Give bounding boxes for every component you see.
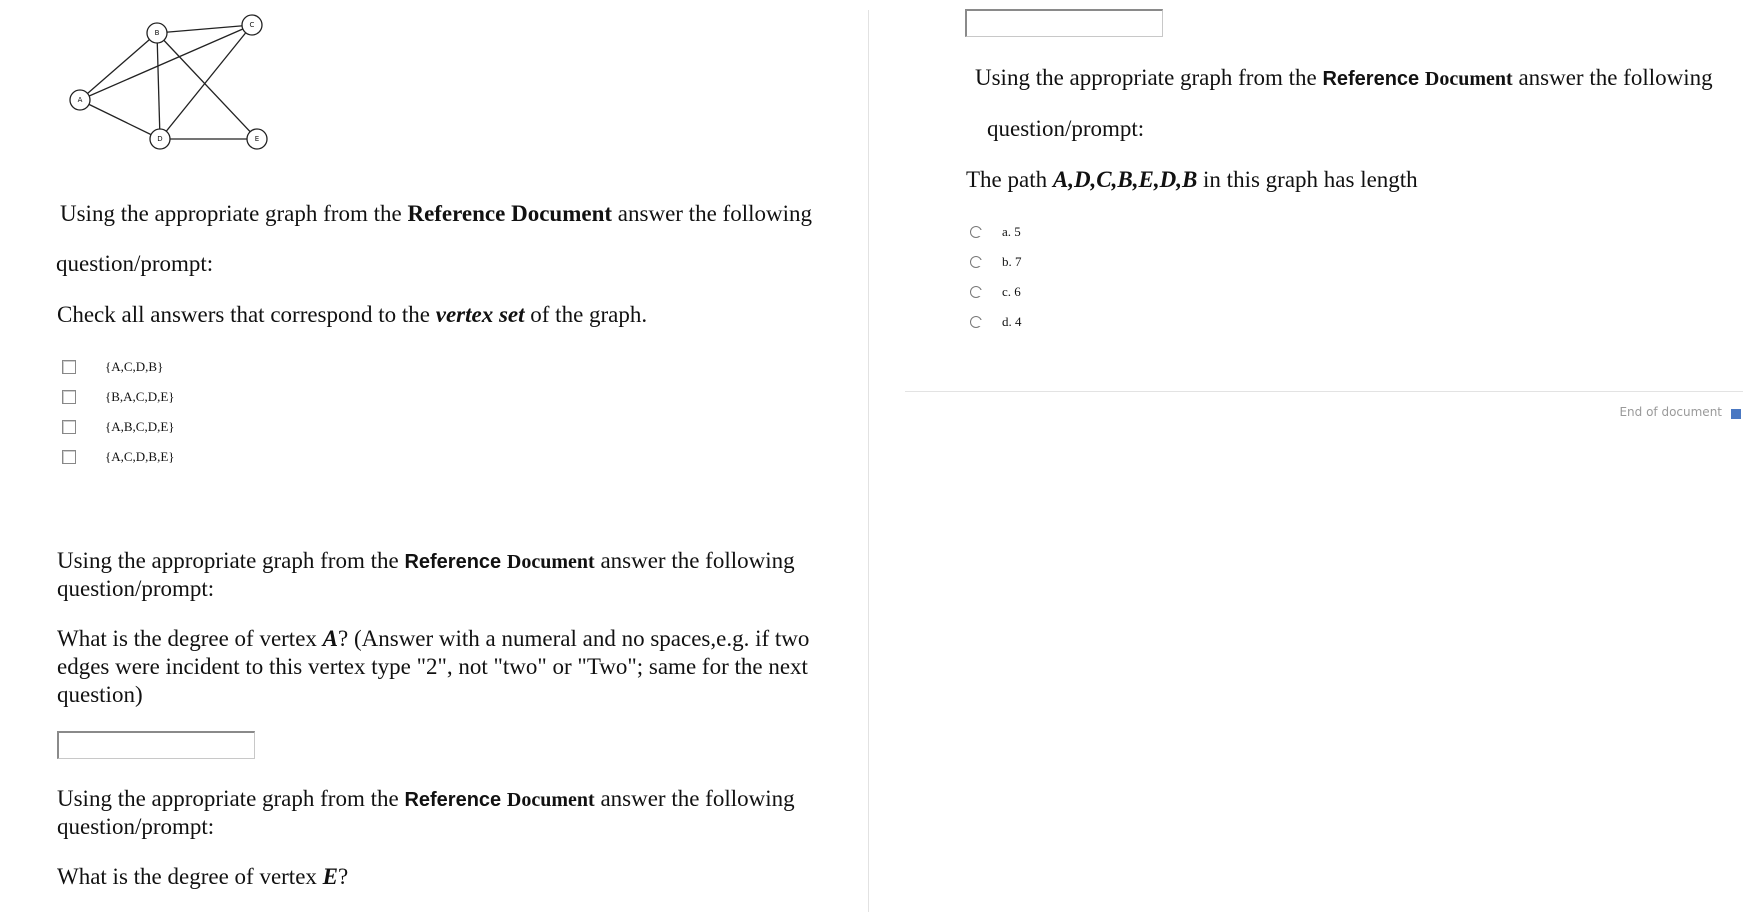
- graph-node-c: [242, 15, 262, 35]
- q4-option-d-label: d. 4: [1002, 314, 1022, 329]
- graph-node-e: [247, 129, 267, 149]
- svg-text:A: A: [77, 96, 83, 104]
- q4-option-b-label: b. 7: [1002, 254, 1022, 269]
- q1-option-4-label: {A,C,D,B,E}: [105, 449, 175, 464]
- graph-edges: [77, 25, 257, 139]
- q1-question: Check all answers that correspond to the vertex set of the graph.: [57, 302, 648, 327]
- q2-question-line2: edges were incident to this vertex type "2", not "two" or "Two"; same for the next: [57, 654, 808, 679]
- q2-prompt-line1: Using the appropriate graph from the Reference Document answer the following: [57, 548, 795, 573]
- q3-question: What is the degree of vertex E?: [57, 864, 349, 889]
- q1-option-1-label: {A,C,D,B}: [105, 359, 164, 374]
- svg-text:C: C: [249, 21, 255, 29]
- svg-text:B: B: [154, 29, 160, 37]
- column-divider: [868, 10, 869, 912]
- svg-text:D: D: [157, 135, 163, 143]
- end-marker-icon: [1731, 409, 1741, 419]
- q4-option-a-radio[interactable]: [970, 226, 982, 238]
- q4-question: The path A,D,C,B,E,D,B in this graph has length: [966, 167, 1418, 192]
- q1-option-1-checkbox[interactable]: [62, 360, 76, 374]
- q1-option-4-checkbox[interactable]: [62, 450, 76, 464]
- graph-node-a: [70, 90, 90, 110]
- q1-option-2-checkbox[interactable]: [62, 390, 76, 404]
- svg-text:E: E: [254, 135, 260, 143]
- graph-node-b: [147, 23, 167, 43]
- q1-option-3-label: {A,B,C,D,E}: [105, 419, 175, 434]
- edge-c-d: [160, 25, 252, 139]
- edge-a-d: [80, 100, 160, 139]
- q4-option-c-label: c. 6: [1002, 284, 1021, 299]
- q1-prompt-line2: question/prompt:: [56, 251, 214, 276]
- q1-option-3-checkbox[interactable]: [62, 420, 76, 434]
- end-of-document-label: End of document: [1619, 405, 1722, 419]
- q4-option-d-radio[interactable]: [970, 316, 982, 328]
- edge-a-b: [80, 33, 157, 100]
- q4-prompt-line2: question/prompt:: [987, 116, 1145, 141]
- edge-b-d: [157, 33, 160, 139]
- q3-prompt-line1: Using the appropriate graph from the Reference Document answer the following: [57, 786, 795, 811]
- graph-node-d: [150, 129, 170, 149]
- q1-option-2-label: {B,A,C,D,E}: [105, 389, 175, 404]
- q2-prompt-line2: question/prompt:: [57, 576, 215, 601]
- q3-answer-input[interactable]: [965, 9, 1163, 37]
- q4-prompt-line1: Using the appropriate graph from the Reference Document answer the following: [975, 65, 1713, 90]
- q1-prompt-line1: Using the appropriate graph from the Reference Document answer the following: [60, 201, 812, 226]
- q4-option-c-radio[interactable]: [970, 286, 982, 298]
- graph-figure: [60, 8, 290, 158]
- q4-option-a-label: a. 5: [1002, 224, 1021, 239]
- q3-prompt-line2: question/prompt:: [57, 814, 215, 839]
- q2-answer-input[interactable]: [57, 731, 255, 759]
- q4-option-b-radio[interactable]: [970, 256, 982, 268]
- q2-question-line3: question): [57, 682, 143, 707]
- q2-question-line1: What is the degree of vertex A? (Answer with a numeral and no spaces,e.g. if two: [57, 626, 810, 651]
- end-separator: [905, 391, 1743, 392]
